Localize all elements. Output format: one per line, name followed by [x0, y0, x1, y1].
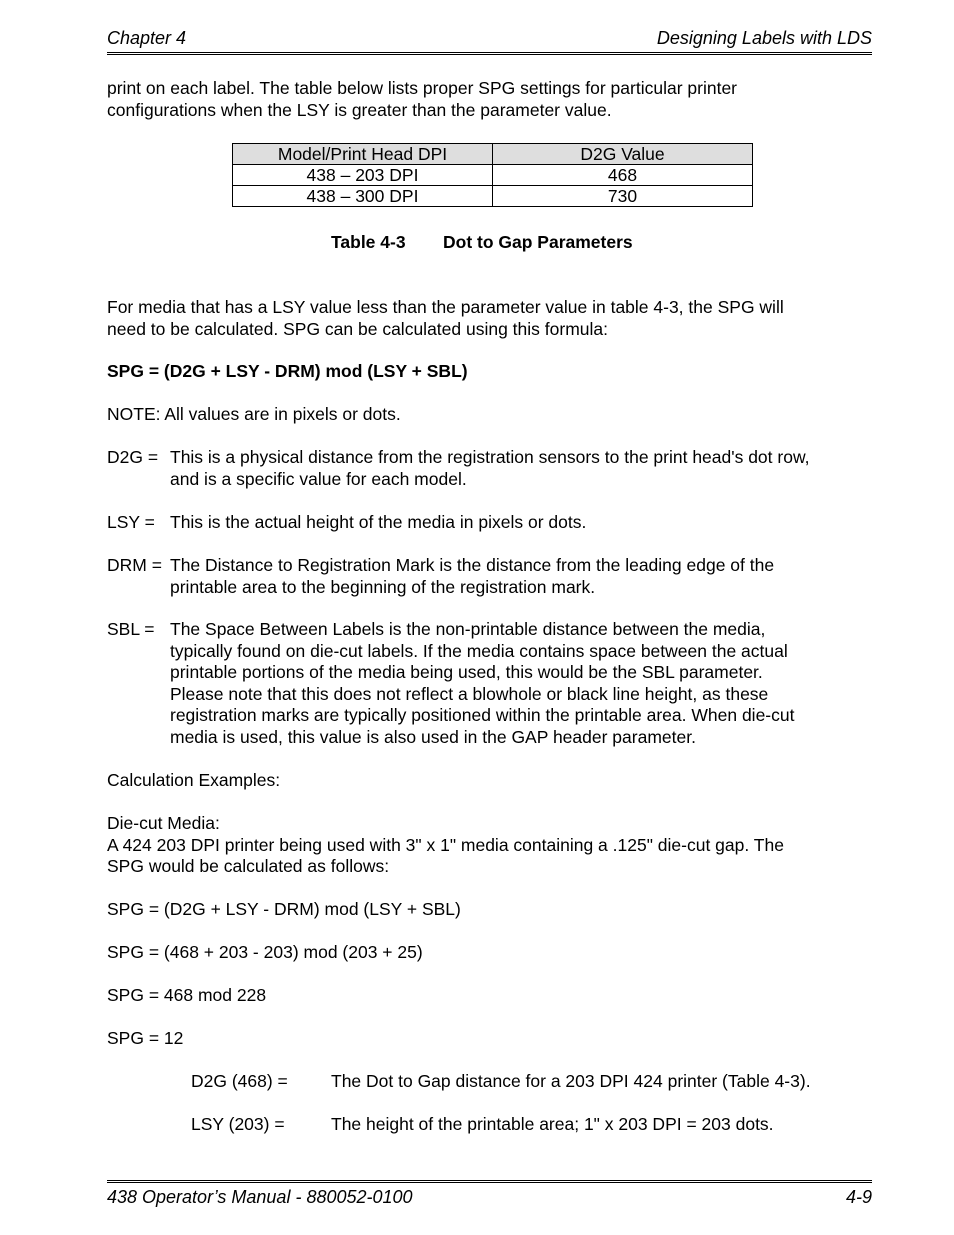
table-header-row: [233, 144, 753, 165]
definition-term: SBL =: [107, 619, 155, 639]
calc-step: SPG = 468 mod 228: [107, 985, 267, 1005]
table-row: [233, 165, 753, 186]
page-footer: [107, 1180, 872, 1213]
table-header-value: D2G Value: [493, 144, 753, 165]
calc-step: SPG = (D2G + LSY - DRM) mod (LSY + SBL): [107, 899, 461, 919]
definition-term: D2G =: [107, 447, 159, 467]
chapter-label: Chapter 4: [107, 28, 187, 48]
explanation-term: D2G (468) =: [191, 1071, 288, 1091]
explanation-term: LSY (203) =: [191, 1114, 285, 1134]
definition-desc: This is the actual height of the media in pixels or dots.: [170, 512, 587, 532]
table-caption: [331, 232, 633, 253]
spg-formula: SPG = (D2G + LSY - DRM) mod (LSY + SBL): [107, 361, 468, 381]
intro-paragraph: print on each label. The table below lists proper SPG settings for particular printer configurations when the LSY is greater than the parameter value.: [107, 78, 737, 120]
media-paragraph: For media that has a LSY value less than the parameter value in table 4-3, the SPG will need to be calculated. SPG can be calculated using this formula:: [107, 297, 784, 339]
manual-title: 438 Operator’s Manual - 880052-0100: [107, 1187, 413, 1207]
table-cell: 730: [493, 186, 753, 207]
table-cell: 438 – 300 DPI: [233, 186, 493, 207]
definition-desc: This is a physical distance from the registration sensors to the print head's dot row, and is a specific value for each model.: [170, 447, 810, 489]
table-header-model: Model/Print Head DPI: [233, 144, 493, 165]
calc-step: SPG = (468 + 203 - 203) mod (203 + 25): [107, 942, 423, 962]
diecut-example: Die-cut Media: A 424 203 DPI printer being used with 3" x 1" media containing a .125" die-cut gap. The SPG would be calculated as follows:: [107, 813, 784, 876]
calc-step: SPG = 12: [107, 1028, 184, 1048]
page-header: [107, 28, 872, 55]
examples-heading: Calculation Examples:: [107, 770, 281, 790]
table-cell: 438 – 203 DPI: [233, 165, 493, 186]
table-cell: 468: [493, 165, 753, 186]
d2g-table: [232, 143, 753, 207]
chapter-title: Designing Labels with LDS: [656, 28, 872, 48]
definition-term: DRM =: [107, 555, 162, 575]
page-number: 4-9: [845, 1187, 872, 1207]
definition-desc: The Distance to Registration Mark is the distance from the leading edge of the printable area to the beginning of the registration mark.: [170, 555, 775, 597]
note-text: NOTE: All values are in pixels or dots.: [107, 404, 401, 424]
table-row: [233, 186, 753, 207]
table-caption-title: Dot to Gap Parameters: [443, 232, 633, 252]
definition-term: LSY =: [107, 512, 155, 532]
table-caption-number: Table 4-3: [331, 232, 406, 252]
definition-desc: The Space Between Labels is the non-printable distance between the media, typically found on die-cut labels. If the media contains space between the actual printable portions of the media being used, this would be the SBL parameter. Please note that this does not reflect a blowhole or black line height, as these registration marks are typically positioned within the printable area. When die-cut media is used, this value is also used in the GAP header parameter.: [170, 619, 795, 747]
explanation-desc: The Dot to Gap distance for a 203 DPI 424 printer (Table 4-3).: [331, 1071, 811, 1091]
explanation-desc: The height of the printable area; 1" x 203 DPI = 203 dots.: [331, 1114, 774, 1134]
diecut-title: Die-cut Media:: [107, 813, 220, 833]
